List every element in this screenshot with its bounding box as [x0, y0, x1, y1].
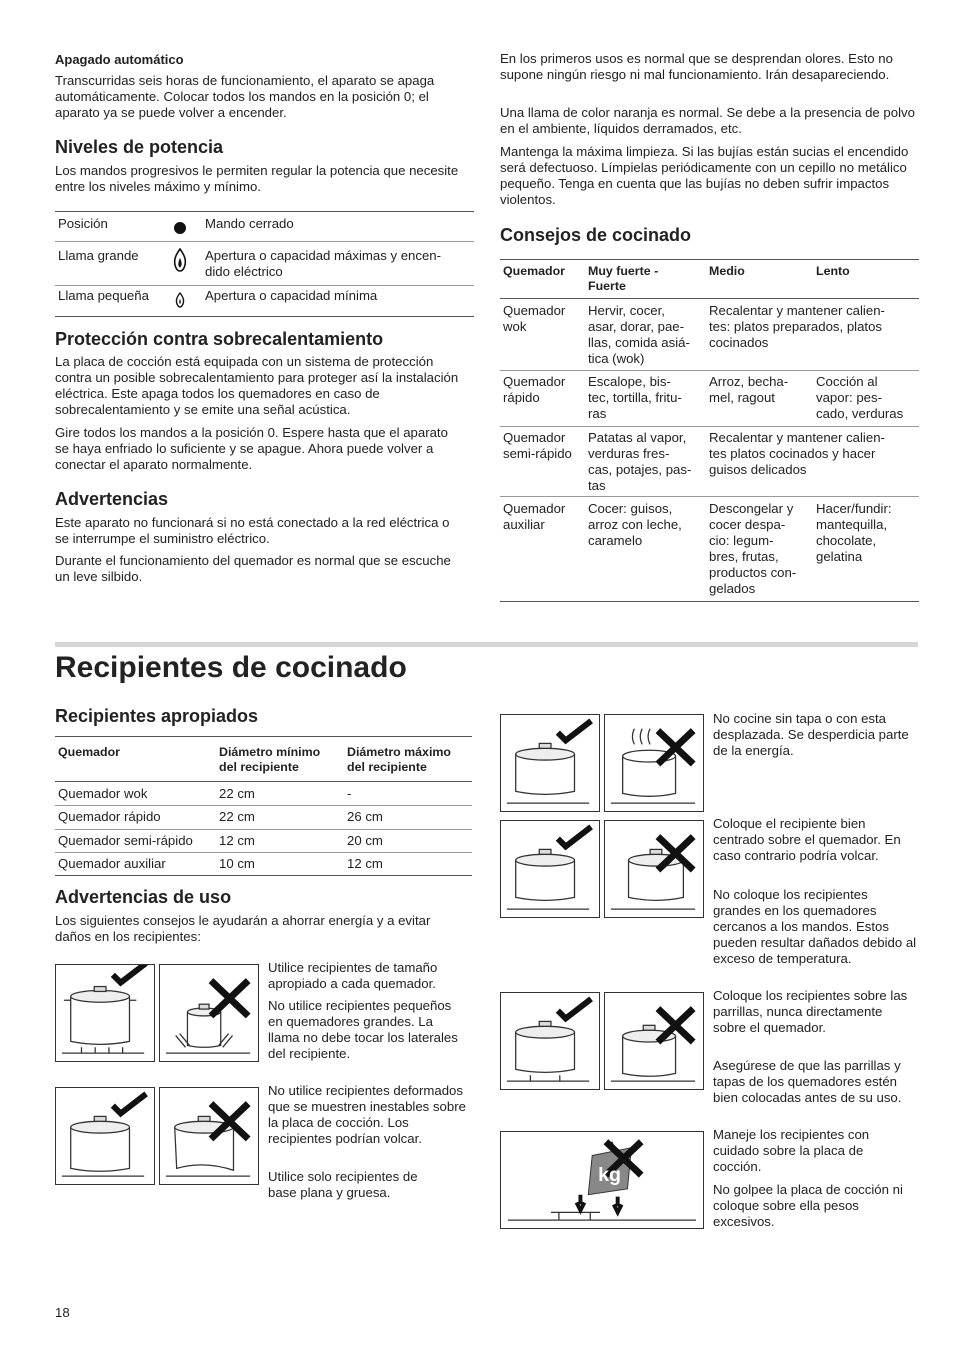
consejos-header-quemador: Quemador	[503, 264, 565, 278]
table-cell: Hacer/fundir: mantequilla, chocolate, gelatina	[816, 501, 892, 564]
uso-left-3: No utilice recipientes deformados que se muestren inestables sobre la placa de cocción. Los recipientes podrían volcar.	[268, 1083, 466, 1146]
table-cell: Escalope, bis- tec, tortilla, fritu- ras	[588, 374, 682, 421]
pot-on-grate-image	[500, 992, 600, 1090]
niveles-desc-3: Apertura o capacidad mínima	[205, 288, 378, 303]
apagado-text: Transcurridas seis horas de funcionamiento, el aparato se apaga automáticamente. Colocar todos los mandos en la posición 0; el aparato ya se puede volver a encender.	[55, 73, 435, 120]
table-cell: 22 cm	[219, 786, 255, 801]
table-cell: 10 cm	[219, 856, 255, 871]
niveles-desc-2: Apertura o capacidad máximas y encen- dido eléctrico	[205, 248, 442, 279]
table-cell: Quemador semi-rápido	[503, 430, 572, 461]
apropiados-header-max: Diámetro máximo del recipiente	[347, 745, 451, 774]
table-cell: Arroz, becha- mel, ragout	[709, 374, 789, 405]
niveles-pos-2: Llama grande	[58, 248, 139, 263]
table-cell: Quemador rápido	[503, 374, 566, 405]
apagado-title: Apagado automático	[55, 52, 184, 67]
uso-right-5: Asegúrese de que las parrillas y tapas de los quemadores estén bien colocadas antes de su uso.	[713, 1058, 902, 1105]
pot-on-burner-image	[604, 992, 704, 1090]
right-p3: Mantenga la máxima limpieza. Si las bujías están sucias el encendido será defectuoso. Límpielas periódicamente con un cepillo no metálico pequeño. Tenga en cuenta que las bujías no deben sufrir impactos violentos.	[500, 144, 909, 207]
table-row	[55, 853, 472, 876]
dot-icon	[174, 222, 186, 234]
table-row	[500, 371, 919, 427]
table-cell: -	[347, 786, 352, 801]
niveles-table	[55, 211, 474, 317]
niveles-pos-1: Posición	[58, 216, 108, 231]
kg-label: kg	[598, 1163, 621, 1186]
uso-title: Advertencias de uso	[55, 887, 232, 907]
advertencias-title: Advertencias	[55, 489, 169, 509]
uso-right-7: No golpee la placa de cocción ni coloque sobre ella pesos excesivos.	[713, 1182, 903, 1229]
pot-deformed-image	[159, 1087, 259, 1185]
consejos-table	[500, 259, 919, 602]
table-cell: Recalentar y mantener calien- tes platos cocinados y hacer guisos delicados	[709, 430, 885, 477]
table-cell: 12 cm	[219, 833, 255, 848]
consejos-title: Consejos de cocinado	[500, 225, 692, 245]
uso-left-4: Utilice solo recipientes de base plana y gruesa.	[268, 1169, 418, 1200]
uso-right-3: No coloque los recipientes grandes en los quemadores cercanos a los mandos. Estos pueden resultar dañados debido al exceso de temperatura.	[713, 887, 917, 966]
uso-left-1: Utilice recipientes de tamaño apropiado a cada quemador.	[268, 960, 438, 991]
table-cell: Recalentar y mantener calien- tes: platos preparados, platos cocinados	[709, 303, 885, 350]
uso-right-4: Coloque los recipientes sobre las parrillas, nunca directamente sobre el quemador.	[713, 988, 908, 1035]
niveles-desc-1: Mando cerrado	[205, 216, 294, 231]
table-cell: Quemador auxiliar	[503, 501, 566, 532]
pot-off-center-image	[604, 820, 704, 918]
table-cell: Quemador wok	[503, 303, 566, 334]
heavy-weight-image	[500, 1131, 704, 1229]
apropiados-header-quemador: Quemador	[58, 745, 120, 759]
table-row	[500, 299, 919, 371]
table-row	[55, 782, 472, 806]
proteccion-p2: Gire todos los mandos a la posición 0. Espere hasta que el aparato se haya enfriado lo suficiente y se apague. Ahora puede volver a conectar el aparato normalmente.	[55, 425, 448, 472]
uso-right-6: Maneje los recipientes con cuidado sobre la placa de cocción.	[713, 1127, 870, 1174]
pot-without-lid-image	[604, 714, 704, 812]
small-flame-icon	[175, 292, 185, 308]
table-cell: Quemador auxiliar	[58, 856, 166, 871]
table-cell: 22 cm	[219, 809, 255, 824]
table-cell: Patatas al vapor, verduras fres- cas, potajes, pas- tas	[588, 430, 692, 493]
consejos-header-lento: Lento	[816, 264, 850, 278]
table-cell: Cocción al vapor: pes- cado, verduras	[816, 374, 904, 421]
uso-right-1: No cocine sin tapa o con esta desplazada. Se desperdicia parte de la energía.	[713, 711, 909, 758]
pot-centered-image	[500, 820, 600, 918]
advertencias-p1: Este aparato no funcionará si no está conectado a la red eléctrica o se interrumpe el suministro eléctrico.	[55, 515, 450, 546]
table-cell: Quemador semi-rápido	[58, 833, 193, 848]
apropiados-table	[55, 736, 472, 876]
table-row	[500, 427, 919, 497]
table-row	[55, 806, 472, 830]
pot-correct-size-image	[55, 964, 155, 1062]
table-cell: 12 cm	[347, 856, 383, 871]
advertencias-p2: Durante el funcionamiento del quemador es normal que se escuche un leve silbido.	[55, 553, 451, 584]
table-row	[55, 830, 472, 853]
uso-left-2: No utilice recipientes pequeños en quemadores grandes. La llama no debe tocar los laterales del recipiente.	[268, 998, 458, 1061]
niveles-text: Los mandos progresivos le permiten regular la potencia que necesite entre los niveles máximo y mínimo.	[55, 163, 459, 194]
table-row	[500, 497, 919, 601]
large-flame-icon	[173, 248, 187, 272]
uso-right-2: Coloque el recipiente bien centrado sobre el quemador. En caso contrario podría volcar.	[713, 816, 901, 863]
consejos-header-medio: Medio	[709, 264, 745, 278]
table-cell: Hervir, cocer, asar, dorar, pae- llas, comida asiá- tica (wok)	[588, 303, 690, 366]
table-cell: 26 cm	[347, 809, 383, 824]
right-p2: Una llama de color naranja es normal. Se debe a la presencia de polvo en el ambiente, líquidos derramados, etc.	[500, 105, 915, 136]
consejos-header-fuerte: Muy fuerte - Fuerte	[588, 264, 659, 293]
proteccion-p1: La placa de cocción está equipada con un sistema de protección contra un posible sobrecalentamiento para proteger así la instalación eléctrica. Este apaga todos los quemadores en caso de sobrecalentamiento y se emite una señal acústica.	[55, 354, 459, 417]
apropiados-header-min: Diámetro mínimo del recipiente	[219, 745, 321, 774]
table-cell: 20 cm	[347, 833, 383, 848]
section-rule	[55, 642, 918, 647]
pot-with-lid-image	[500, 714, 600, 812]
right-p1: En los primeros usos es normal que se desprendan olores. Esto no supone ningún riesgo ni mal funcionamiento. Irán desapareciendo.	[500, 51, 893, 82]
proteccion-title: Protección contra sobrecalentamiento	[55, 329, 384, 349]
niveles-title: Niveles de potencia	[55, 137, 224, 157]
pot-flat-base-image	[55, 1087, 155, 1185]
table-cell: Quemador wok	[58, 786, 148, 801]
table-cell: Quemador rápido	[58, 809, 161, 824]
apropiados-title: Recipientes apropiados	[55, 706, 259, 726]
table-cell: Descongelar y cocer despa- cio: legum- bres, frutas, productos con- gelados	[709, 501, 797, 596]
uso-intro: Los siguientes consejos le ayudarán a ahorrar energía y a evitar daños en los recipientes:	[55, 913, 431, 944]
page-title: Recipientes de cocinado	[55, 651, 407, 684]
table-cell: Cocer: guisos, arroz con leche, caramelo	[588, 501, 682, 548]
pot-too-small-image	[159, 964, 259, 1062]
niveles-pos-3: Llama pequeña	[58, 288, 149, 303]
page-number: 18	[55, 1305, 70, 1320]
